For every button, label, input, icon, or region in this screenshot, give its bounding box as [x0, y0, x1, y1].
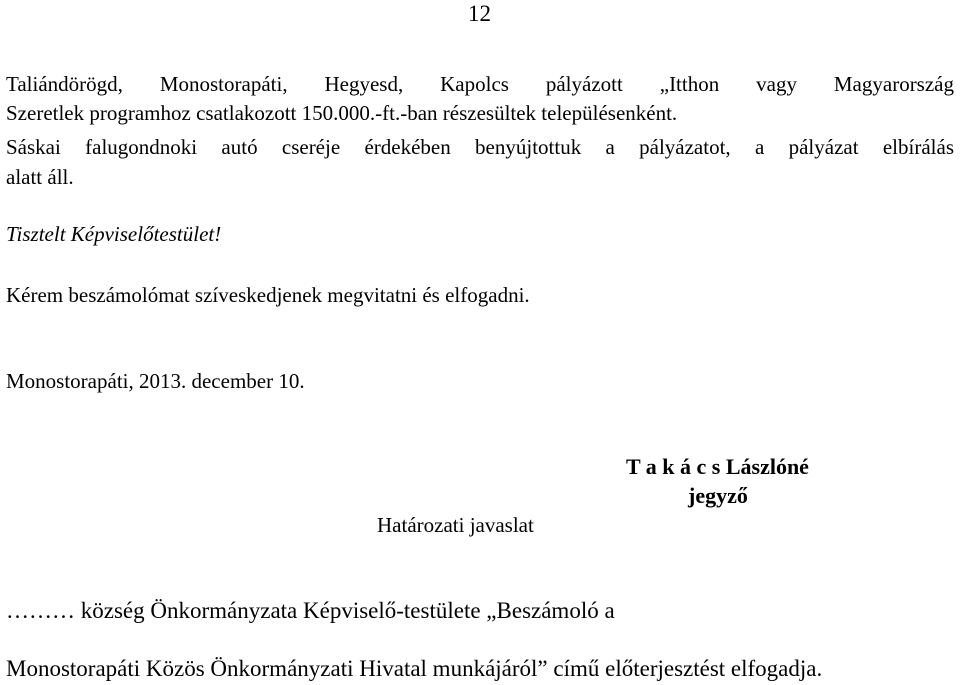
- page-number: 12: [468, 1, 491, 26]
- paragraph-text-line: alatt áll.: [6, 165, 74, 189]
- paragraph-text-line: Taliándörögd, Monostorapáti, Hegyesd, Kapolcs pályázott „Itthon vagy Magyarország: [6, 72, 954, 96]
- salutation: Tisztelt Képviselőtestület!: [6, 222, 222, 246]
- request-text: Kérem beszámolómat szíveskedjenek megvitatni és elfogadni.: [6, 283, 530, 307]
- resolution-text-line: ……… község Önkormányzata Képviselő-testülete „Beszámoló a: [6, 598, 615, 623]
- resolution-text-line: Monostorapáti Közös Önkormányzati Hivatal munkájáról” című előterjesztést elfogadja.: [6, 656, 823, 681]
- place-date: Monostorapáti, 2013. december 10.: [6, 369, 305, 393]
- resolution-heading: Határozati javaslat: [377, 513, 534, 537]
- signer-name: T a k á c s Lászlóné: [626, 454, 809, 479]
- paragraph-text-line: Sáskai falugondnoki autó cseréje érdekében benyújtottuk a pályázatot, a pályázat elbírálás: [6, 135, 954, 159]
- paragraph-text-line: Szeretlek programhoz csatlakozott 150.000.-ft.-ban részesültek településenként.: [6, 101, 678, 125]
- signer-title: jegyző: [688, 483, 748, 508]
